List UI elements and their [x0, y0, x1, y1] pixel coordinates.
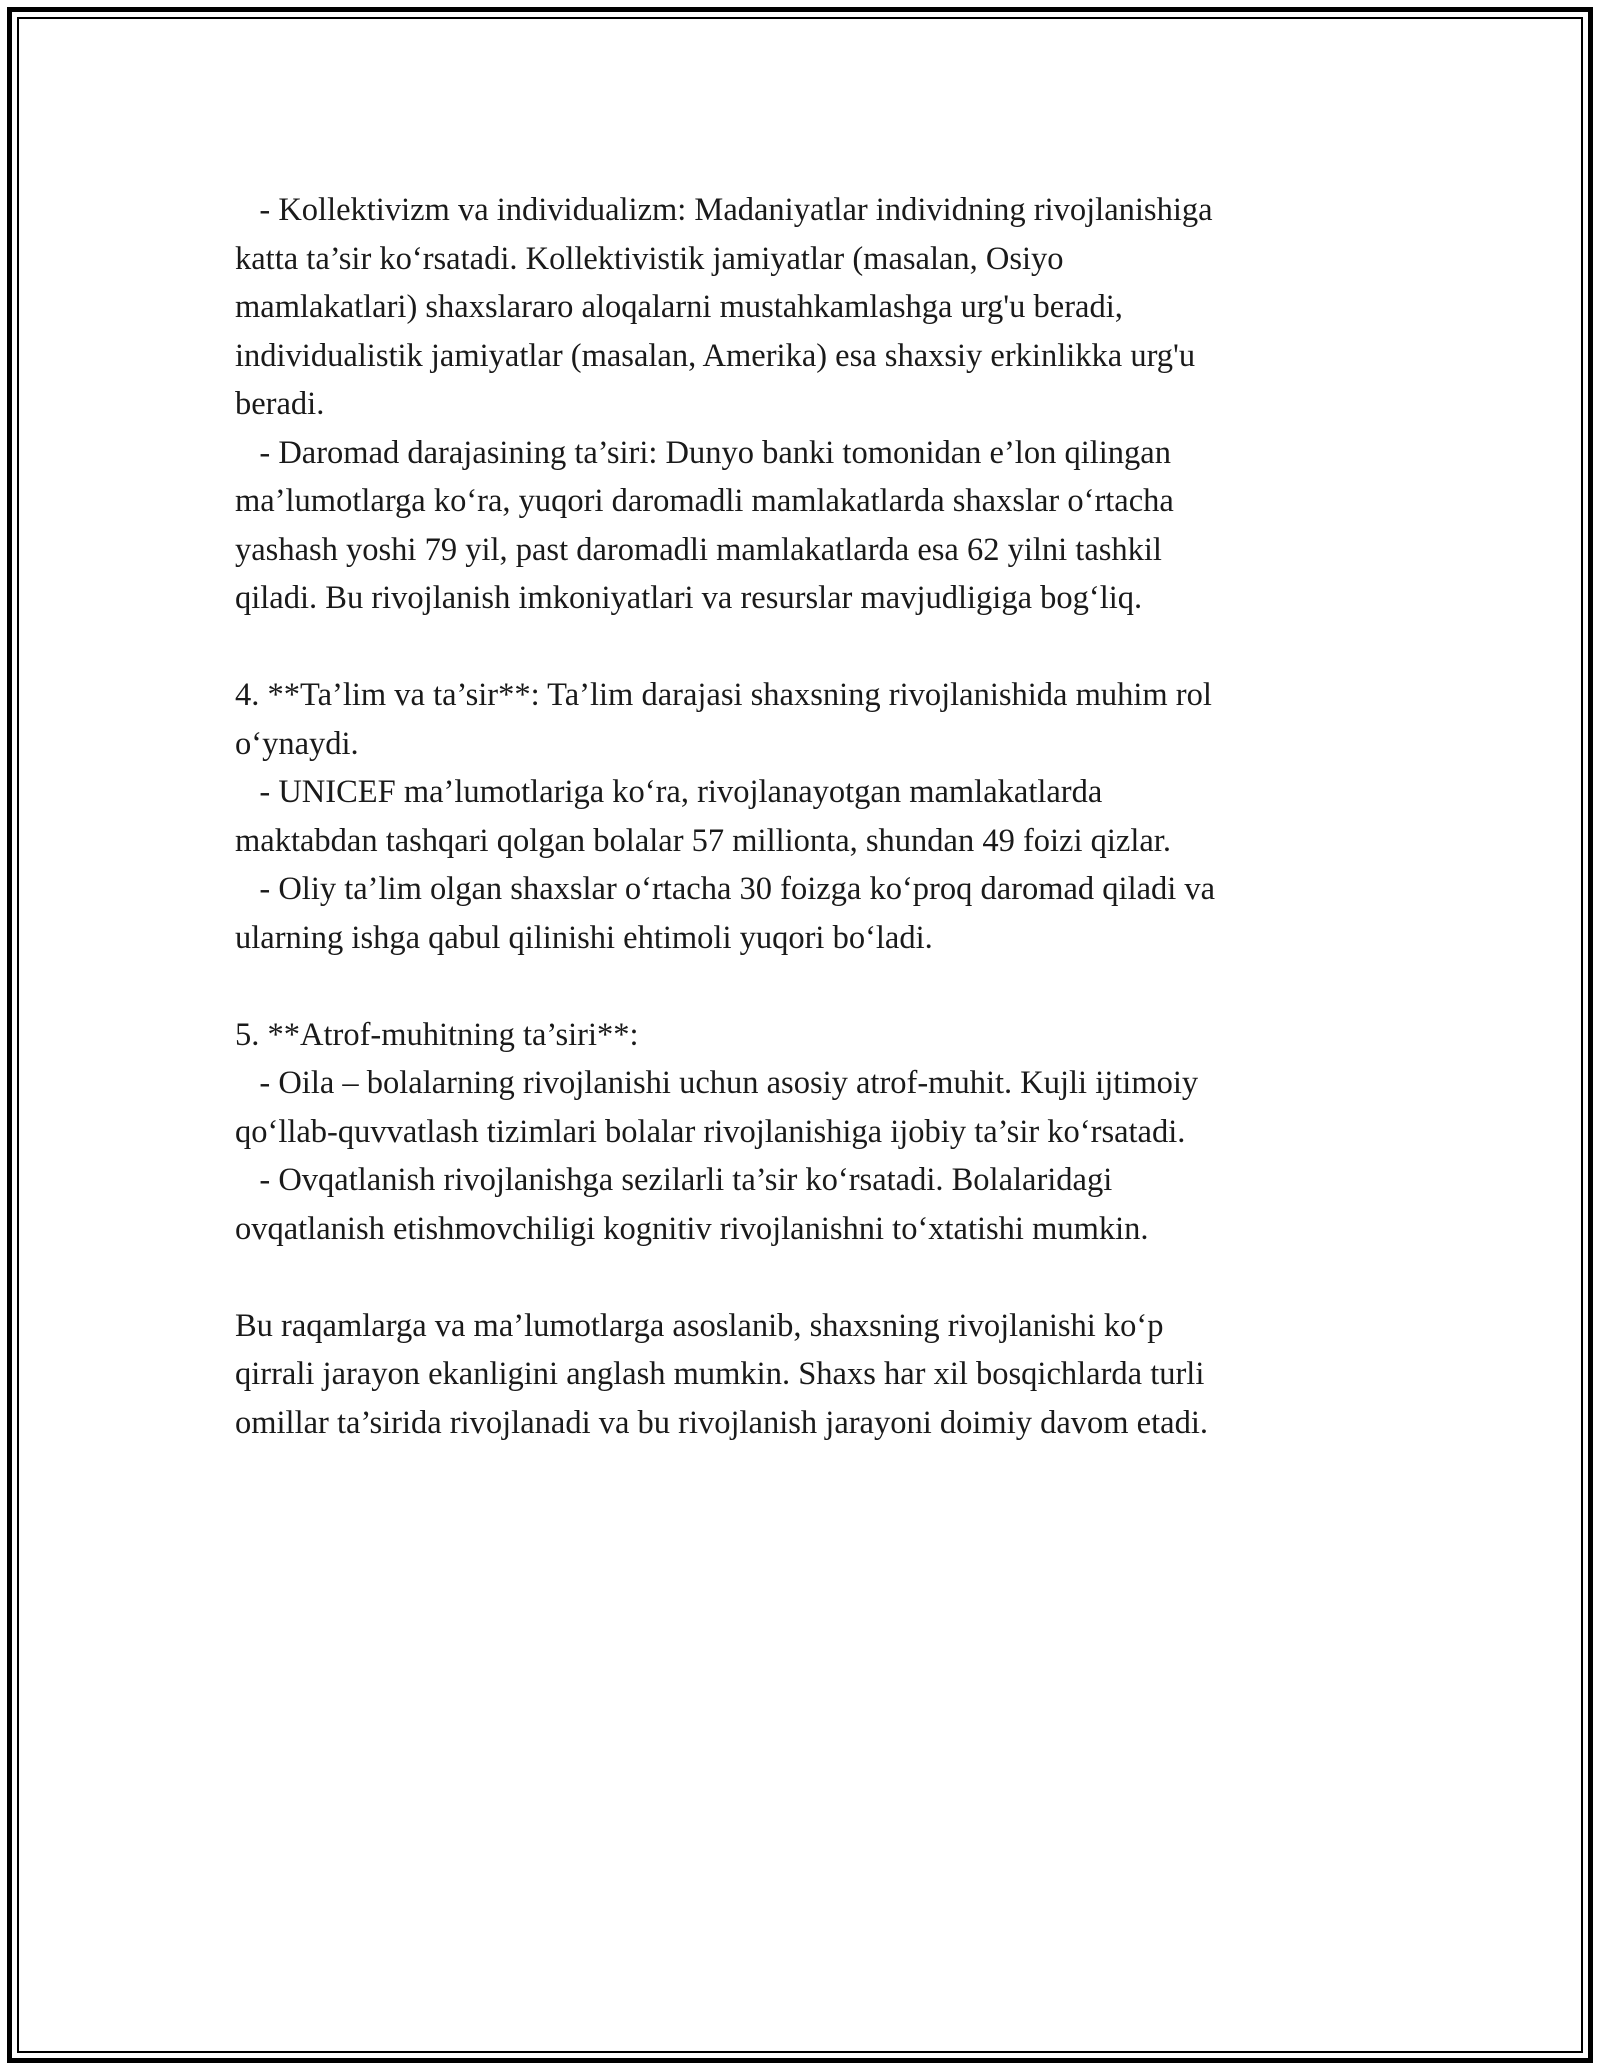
text-line: ovqatlanish etishmovchiligi kognitiv rivojlanishni to‘xtatishi mumkin.: [235, 1210, 1149, 1247]
text-line: qiladi. Bu rivojlanish imkoniyatlari va resurslar mavjudligiga bog‘liq.: [235, 580, 1143, 616]
text-line: yashash yoshi 79 yil, past daromadli mamlakatlarda esa 62 yilni tashkil: [235, 531, 1162, 568]
text-line: katta ta’sir ko‘rsatadi. Kollektivistik jamiyatlar (masalan, Osiyo: [235, 240, 1064, 277]
text-line: beradi.: [235, 386, 325, 422]
text-line: ularning ishga qabul qilinishi ehtimoli yuqori bo‘ladi.: [235, 919, 933, 956]
text-line: 4. **Ta’lim va ta’sir**: Ta’lim darajasi shaxsning rivojlanishida muhim rol: [235, 677, 1212, 713]
blank-line: [235, 1253, 1355, 1302]
text-line: - Daromad darajasining ta’siri: Dunyo banki tomonidan e’lon qilingan: [235, 434, 1171, 471]
paragraph-conclusion: [235, 1302, 1355, 1448]
paragraph-environment: [235, 1011, 1355, 1254]
text-line: 5. **Atrof-muhitning ta’siri**:: [235, 1016, 639, 1053]
text-line: omillar ta’sirida rivojlanadi va bu rivojlanish jarayoni doimiy davom etadi.: [235, 1404, 1208, 1441]
text-line: o‘ynaydi.: [235, 725, 359, 762]
text-line: - Oila – bolalarning rivojlanishi uchun asosiy atrof-muhit. Kujli ijtimoiy: [235, 1065, 1199, 1101]
text-line: ma’lumotlarga ko‘ra, yuqori daromadli mamlakatlarda shaxslar o‘rtacha: [235, 483, 1174, 519]
paragraph-education: [235, 671, 1355, 962]
text-line: - Ovqatlanish rivojlanishga sezilarli ta’sir ko‘rsatadi. Bolalaridagi: [235, 1162, 1113, 1198]
paragraph-collectivism: [235, 186, 1355, 429]
text-line: - Oliy ta’lim olgan shaxslar o‘rtacha 30 foizga ko‘proq daromad qiladi va: [235, 871, 1216, 907]
text-line: individualistik jamiyatlar (masalan, Amerika) esa shaxsiy erkinlikka urg'u: [235, 337, 1196, 374]
paragraph-income: [235, 429, 1355, 623]
document-body: [235, 186, 1355, 1447]
text-line: maktabdan tashqari qolgan bolalar 57 millionta, shundan 49 foizi qizlar.: [235, 822, 1171, 859]
blank-line: [235, 623, 1355, 672]
blank-line: [235, 962, 1355, 1011]
text-line: qo‘llab-quvvatlash tizimlari bolalar rivojlanishiga ijobiy ta’sir ko‘rsatadi.: [235, 1113, 1186, 1150]
text-line: mamlakatlari) shaxslararo aloqalarni mustahkamlashga urg'u beradi,: [235, 289, 1123, 325]
text-line: - UNICEF ma’lumotlariga ko‘ra, rivojlanayotgan mamlakatlarda: [235, 774, 1103, 810]
text-line: - Kollektivizm va individualizm: Madaniyatlar individning rivojlanishiga: [235, 192, 1213, 228]
text-line: qirrali jarayon ekanligini anglash mumkin. Shaxs har xil bosqichlarda turli: [235, 1356, 1205, 1392]
text-line: Bu raqamlarga va ma’lumotlarga asoslanib, shaxsning rivojlanishi ko‘p: [235, 1307, 1164, 1344]
